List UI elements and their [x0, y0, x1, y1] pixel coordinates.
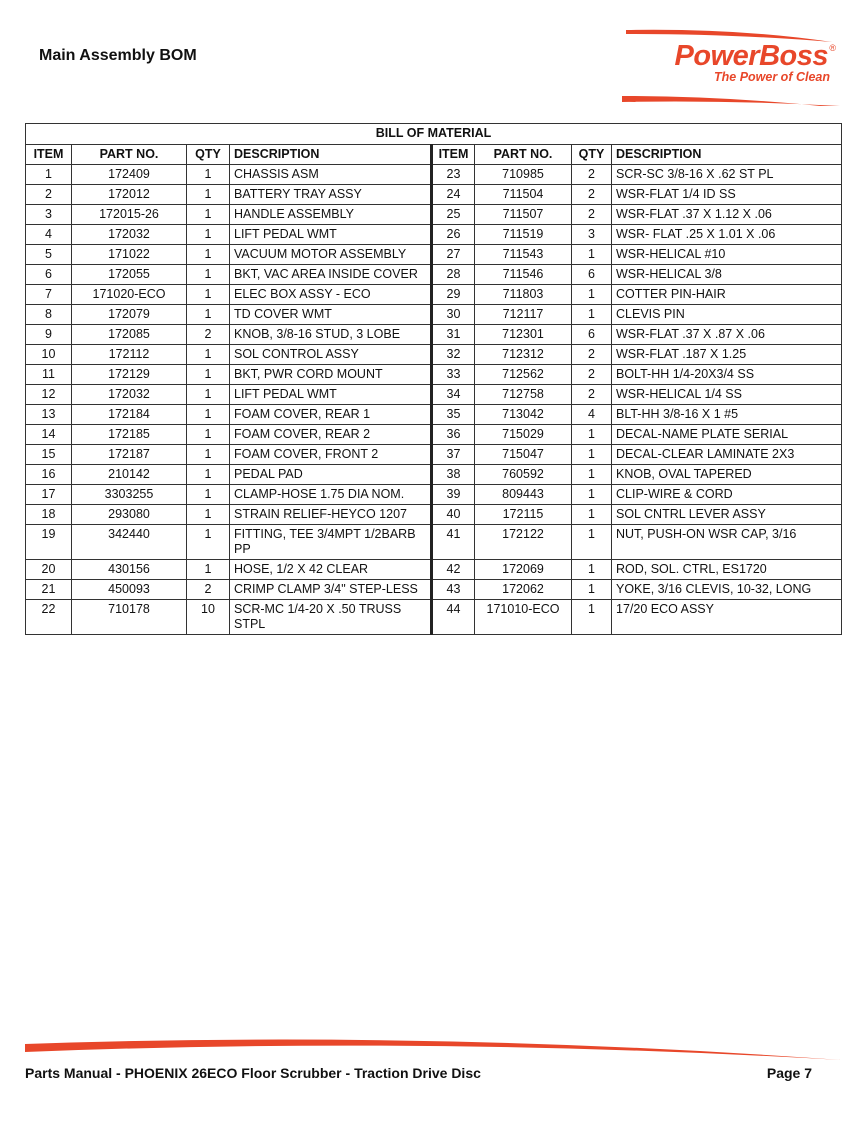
qty-cell: 1 — [572, 465, 612, 485]
part-no-cell: 172015-26 — [72, 205, 187, 225]
item-cell: 37 — [432, 445, 475, 465]
part-no-cell: 712312 — [475, 345, 572, 365]
item-cell: 35 — [432, 405, 475, 425]
description-cell: CLAMP-HOSE 1.75 DIA NOM. — [230, 485, 432, 505]
part-no-cell: 172085 — [72, 325, 187, 345]
item-cell: 21 — [26, 580, 72, 600]
part-no-cell: 172032 — [72, 225, 187, 245]
item-cell: 18 — [26, 505, 72, 525]
footer-page-number: Page 7 — [766, 1065, 812, 1081]
part-no-cell: 710178 — [72, 600, 187, 635]
item-cell: 7 — [26, 285, 72, 305]
item-cell: 20 — [26, 560, 72, 580]
qty-cell: 1 — [572, 525, 612, 560]
part-no-cell: 172012 — [72, 185, 187, 205]
table-header-row — [26, 145, 842, 165]
description-cell: WSR-FLAT 1/4 ID SS — [612, 185, 842, 205]
qty-cell: 2 — [572, 385, 612, 405]
qty-cell: 1 — [187, 285, 230, 305]
description-cell: 17/20 ECO ASSY — [612, 600, 842, 635]
qty-cell: 1 — [187, 245, 230, 265]
table-row — [26, 205, 842, 225]
qty-cell: 1 — [187, 205, 230, 225]
description-cell: WSR-FLAT .37 X .87 X .06 — [612, 325, 842, 345]
description-cell: BLT-HH 3/8-16 X 1 #5 — [612, 405, 842, 425]
table-row — [26, 525, 842, 560]
item-cell: 2 — [26, 185, 72, 205]
part-no-cell: 293080 — [72, 505, 187, 525]
table-row — [26, 405, 842, 425]
table-row — [26, 580, 842, 600]
part-no-cell: 450093 — [72, 580, 187, 600]
table-row — [26, 365, 842, 385]
description-cell: LIFT PEDAL WMT — [230, 225, 432, 245]
footer-manual-title: Parts Manual - PHOENIX 26ECO Floor Scrubber - Traction Drive Disc — [25, 1065, 481, 1081]
table-row — [26, 560, 842, 580]
part-no-cell: 711507 — [475, 205, 572, 225]
qty-cell: 1 — [187, 405, 230, 425]
description-cell: HOSE, 1/2 X 42 CLEAR — [230, 560, 432, 580]
description-cell: WSR-HELICAL 3/8 — [612, 265, 842, 285]
part-no-cell: 711546 — [475, 265, 572, 285]
qty-cell: 1 — [187, 185, 230, 205]
part-no-cell: 172079 — [72, 305, 187, 325]
description-cell: BKT, VAC AREA INSIDE COVER — [230, 265, 432, 285]
part-no-cell: 712117 — [475, 305, 572, 325]
qty-cell: 1 — [187, 505, 230, 525]
part-no-cell: 172409 — [72, 165, 187, 185]
description-cell: CHASSIS ASM — [230, 165, 432, 185]
item-cell: 22 — [26, 600, 72, 635]
item-cell: 11 — [26, 365, 72, 385]
table-row — [26, 225, 842, 245]
qty-cell: 1 — [572, 285, 612, 305]
column-header-description: DESCRIPTION — [612, 145, 842, 165]
table-row — [26, 245, 842, 265]
column-header-item: ITEM — [432, 145, 475, 165]
part-no-cell: 171022 — [72, 245, 187, 265]
description-cell: LIFT PEDAL WMT — [230, 385, 432, 405]
item-cell: 19 — [26, 525, 72, 560]
item-cell: 13 — [26, 405, 72, 425]
item-cell: 24 — [432, 185, 475, 205]
description-cell: DECAL-NAME PLATE SERIAL — [612, 425, 842, 445]
registered-mark: ® — [829, 43, 836, 53]
table-row — [26, 385, 842, 405]
part-no-cell: 3303255 — [72, 485, 187, 505]
part-no-cell: 712562 — [475, 365, 572, 385]
table-row — [26, 305, 842, 325]
item-cell: 39 — [432, 485, 475, 505]
part-no-cell: 711519 — [475, 225, 572, 245]
qty-cell: 6 — [572, 325, 612, 345]
description-cell: SCR-MC 1/4-20 X .50 TRUSS STPL — [230, 600, 432, 635]
description-cell: WSR-HELICAL 1/4 SS — [612, 385, 842, 405]
description-cell: ROD, SOL. CTRL, ES1720 — [612, 560, 842, 580]
item-cell: 3 — [26, 205, 72, 225]
item-cell: 28 — [432, 265, 475, 285]
item-cell: 27 — [432, 245, 475, 265]
item-cell: 1 — [26, 165, 72, 185]
part-no-cell: 760592 — [475, 465, 572, 485]
qty-cell: 2 — [572, 205, 612, 225]
table-caption: BILL OF MATERIAL — [26, 124, 842, 145]
item-cell: 43 — [432, 580, 475, 600]
description-cell: COTTER PIN-HAIR — [612, 285, 842, 305]
item-cell: 29 — [432, 285, 475, 305]
item-cell: 26 — [432, 225, 475, 245]
part-no-cell: 172062 — [475, 580, 572, 600]
item-cell: 17 — [26, 485, 72, 505]
column-header-qty: QTY — [572, 145, 612, 165]
item-cell: 23 — [432, 165, 475, 185]
description-cell: WSR-HELICAL #10 — [612, 245, 842, 265]
item-cell: 10 — [26, 345, 72, 365]
table-row — [26, 425, 842, 445]
description-cell: SCR-SC 3/8-16 X .62 ST PL — [612, 165, 842, 185]
part-no-cell: 210142 — [72, 465, 187, 485]
item-cell: 15 — [26, 445, 72, 465]
description-cell: SOL CNTRL LEVER ASSY — [612, 505, 842, 525]
qty-cell: 1 — [187, 265, 230, 285]
item-cell: 41 — [432, 525, 475, 560]
part-no-cell: 430156 — [72, 560, 187, 580]
part-no-cell: 712758 — [475, 385, 572, 405]
description-cell: STRAIN RELIEF-HEYCO 1207 — [230, 505, 432, 525]
part-no-cell: 715029 — [475, 425, 572, 445]
item-cell: 34 — [432, 385, 475, 405]
part-no-cell: 172184 — [72, 405, 187, 425]
column-header-part-no: PART NO. — [475, 145, 572, 165]
qty-cell: 1 — [572, 580, 612, 600]
part-no-cell: 172129 — [72, 365, 187, 385]
part-no-cell: 172032 — [72, 385, 187, 405]
description-cell: CLIP-WIRE & CORD — [612, 485, 842, 505]
item-cell: 4 — [26, 225, 72, 245]
part-no-cell: 172112 — [72, 345, 187, 365]
description-cell: BATTERY TRAY ASSY — [230, 185, 432, 205]
qty-cell: 3 — [572, 225, 612, 245]
item-cell: 12 — [26, 385, 72, 405]
description-cell: PEDAL PAD — [230, 465, 432, 485]
description-cell: YOKE, 3/16 CLEVIS, 10-32, LONG — [612, 580, 842, 600]
qty-cell: 1 — [187, 485, 230, 505]
part-no-cell: 712301 — [475, 325, 572, 345]
description-cell: CRIMP CLAMP 3/4" STEP-LESS — [230, 580, 432, 600]
column-header-item: ITEM — [26, 145, 72, 165]
item-cell: 33 — [432, 365, 475, 385]
part-no-cell: 171020-ECO — [72, 285, 187, 305]
item-cell: 6 — [26, 265, 72, 285]
qty-cell: 2 — [572, 345, 612, 365]
logo-wordmark: PowerBoss — [674, 40, 828, 72]
part-no-cell: 172185 — [72, 425, 187, 445]
description-cell: WSR-FLAT .37 X 1.12 X .06 — [612, 205, 842, 225]
item-cell: 5 — [26, 245, 72, 265]
table-row — [26, 485, 842, 505]
qty-cell: 1 — [187, 305, 230, 325]
qty-cell: 6 — [572, 265, 612, 285]
qty-cell: 1 — [187, 560, 230, 580]
description-cell: WSR-FLAT .187 X 1.25 — [612, 345, 842, 365]
description-cell: BOLT-HH 1/4-20X3/4 SS — [612, 365, 842, 385]
item-cell: 14 — [26, 425, 72, 445]
qty-cell: 2 — [187, 580, 230, 600]
page-title: Main Assembly BOM — [39, 47, 197, 64]
description-cell: HANDLE ASSEMBLY — [230, 205, 432, 225]
part-no-cell: 710985 — [475, 165, 572, 185]
part-no-cell: 711543 — [475, 245, 572, 265]
qty-cell: 1 — [187, 465, 230, 485]
table-row — [26, 185, 842, 205]
part-no-cell: 171010-ECO — [475, 600, 572, 635]
qty-cell: 1 — [187, 525, 230, 560]
table-row — [26, 325, 842, 345]
description-cell: VACUUM MOTOR ASSEMBLY — [230, 245, 432, 265]
part-no-cell: 713042 — [475, 405, 572, 425]
description-cell: CLEVIS PIN — [612, 305, 842, 325]
qty-cell: 1 — [572, 305, 612, 325]
table-row — [26, 265, 842, 285]
table-row — [26, 505, 842, 525]
item-cell: 38 — [432, 465, 475, 485]
part-no-cell: 172187 — [72, 445, 187, 465]
part-no-cell: 809443 — [475, 485, 572, 505]
description-cell: FITTING, TEE 3/4MPT 1/2BARB PP — [230, 525, 432, 560]
part-no-cell: 172122 — [475, 525, 572, 560]
qty-cell: 2 — [187, 325, 230, 345]
table-row — [26, 600, 842, 635]
qty-cell: 2 — [572, 165, 612, 185]
table-row — [26, 445, 842, 465]
logo-tagline: The Power of Clean — [714, 70, 830, 84]
qty-cell: 1 — [572, 560, 612, 580]
bill-of-material-table — [25, 123, 842, 635]
item-cell: 30 — [432, 305, 475, 325]
description-cell: SOL CONTROL ASSY — [230, 345, 432, 365]
table-row — [26, 165, 842, 185]
qty-cell: 1 — [187, 385, 230, 405]
qty-cell: 1 — [187, 365, 230, 385]
qty-cell: 1 — [187, 165, 230, 185]
part-no-cell: 715047 — [475, 445, 572, 465]
qty-cell: 2 — [572, 365, 612, 385]
description-cell: BKT, PWR CORD MOUNT — [230, 365, 432, 385]
qty-cell: 2 — [572, 185, 612, 205]
item-cell: 44 — [432, 600, 475, 635]
item-cell: 31 — [432, 325, 475, 345]
part-no-cell: 711803 — [475, 285, 572, 305]
column-header-qty: QTY — [187, 145, 230, 165]
part-no-cell: 342440 — [72, 525, 187, 560]
footer-swoosh-icon — [25, 1030, 841, 1064]
description-cell: KNOB, 3/8-16 STUD, 3 LOBE — [230, 325, 432, 345]
table-row — [26, 345, 842, 365]
qty-cell: 1 — [187, 345, 230, 365]
item-cell: 42 — [432, 560, 475, 580]
part-no-cell: 172115 — [475, 505, 572, 525]
qty-cell: 1 — [572, 485, 612, 505]
description-cell: ELEC BOX ASSY - ECO — [230, 285, 432, 305]
table-row — [26, 285, 842, 305]
description-cell: WSR- FLAT .25 X 1.01 X .06 — [612, 225, 842, 245]
item-cell: 32 — [432, 345, 475, 365]
qty-cell: 1 — [572, 245, 612, 265]
description-cell: FOAM COVER, REAR 2 — [230, 425, 432, 445]
powerboss-logo — [618, 26, 850, 106]
qty-cell: 4 — [572, 405, 612, 425]
description-cell: FOAM COVER, REAR 1 — [230, 405, 432, 425]
qty-cell: 1 — [572, 425, 612, 445]
description-cell: KNOB, OVAL TAPERED — [612, 465, 842, 485]
item-cell: 9 — [26, 325, 72, 345]
description-cell: DECAL-CLEAR LAMINATE 2X3 — [612, 445, 842, 465]
description-cell: NUT, PUSH-ON WSR CAP, 3/16 — [612, 525, 842, 560]
qty-cell: 1 — [572, 445, 612, 465]
qty-cell: 1 — [187, 445, 230, 465]
item-cell: 36 — [432, 425, 475, 445]
table-body — [26, 165, 842, 635]
column-header-description: DESCRIPTION — [230, 145, 432, 165]
qty-cell: 1 — [572, 600, 612, 635]
qty-cell: 1 — [572, 505, 612, 525]
qty-cell: 1 — [187, 425, 230, 445]
item-cell: 40 — [432, 505, 475, 525]
part-no-cell: 172069 — [475, 560, 572, 580]
table-row — [26, 465, 842, 485]
item-cell: 25 — [432, 205, 475, 225]
qty-cell: 10 — [187, 600, 230, 635]
part-no-cell: 711504 — [475, 185, 572, 205]
qty-cell: 1 — [187, 225, 230, 245]
item-cell: 16 — [26, 465, 72, 485]
description-cell: FOAM COVER, FRONT 2 — [230, 445, 432, 465]
part-no-cell: 172055 — [72, 265, 187, 285]
description-cell: TD COVER WMT — [230, 305, 432, 325]
item-cell: 8 — [26, 305, 72, 325]
column-header-part-no: PART NO. — [72, 145, 187, 165]
